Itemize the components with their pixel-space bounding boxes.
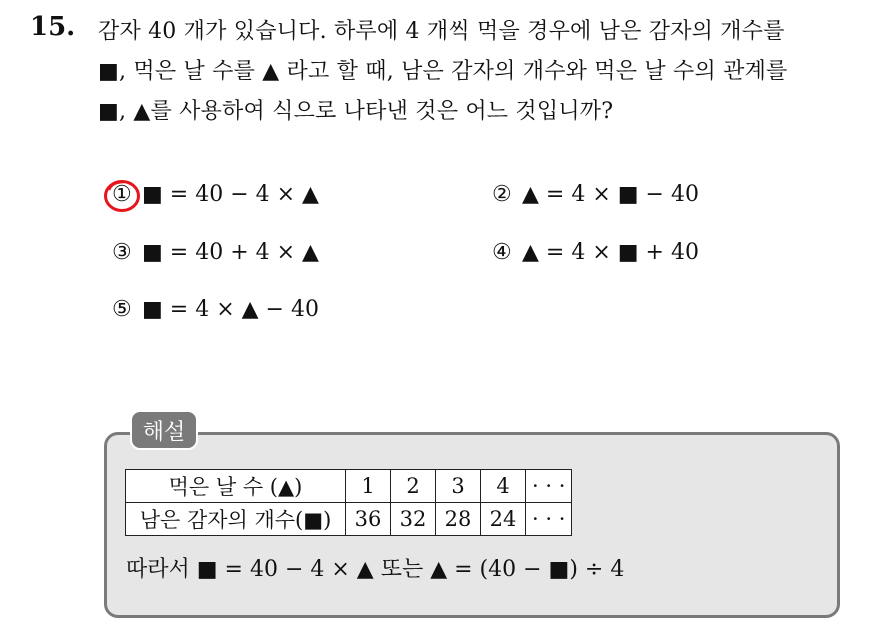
choice-1-expression: ■ = 40 − 4 × ▲ xyxy=(142,182,319,207)
choice-5-expression: ■ = 4 × ▲ − 40 xyxy=(142,297,319,322)
question-line-1: 감자 40 개가 있습니다. 하루에 4 개씩 먹을 경우에 남은 감자의 개수를 xyxy=(98,19,785,44)
table-cell: 36 xyxy=(346,503,391,536)
choice-5[interactable] xyxy=(112,297,319,322)
table-row xyxy=(126,503,572,536)
table-cell-ellipsis: · · · xyxy=(526,503,572,536)
solution-table xyxy=(125,469,572,536)
choice-2[interactable] xyxy=(492,182,699,207)
choice-3-number: ③ xyxy=(112,240,132,265)
table-cell: 28 xyxy=(436,503,481,536)
table-cell: 4 xyxy=(481,470,526,503)
question-number: 15. xyxy=(30,12,76,42)
table-cell: 24 xyxy=(481,503,526,536)
choice-3[interactable] xyxy=(112,240,319,265)
choice-2-expression: ▲ = 4 × ■ − 40 xyxy=(522,182,699,207)
choice-5-number: ⑤ xyxy=(112,297,132,322)
solution-tab: 해설 xyxy=(130,410,198,450)
question-line-2: ■, 먹은 날 수를 ▲ 라고 할 때, 남은 감자의 개수와 먹은 날 수의 관계를 xyxy=(98,59,788,84)
choice-1[interactable] xyxy=(112,182,319,207)
table-row xyxy=(126,470,572,503)
choice-4[interactable] xyxy=(492,240,699,265)
choice-3-expression: ■ = 40 + 4 × ▲ xyxy=(142,240,319,265)
question-line-3: ■, ▲를 사용하여 식으로 나타낸 것은 어느 것입니까? xyxy=(98,99,614,124)
choice-4-number: ④ xyxy=(492,240,512,265)
table-header-days: 먹은 날 수 (▲) xyxy=(126,470,346,503)
table-cell: 3 xyxy=(436,470,481,503)
solution-conclusion: 따라서 ■ = 40 − 4 × ▲ 또는 ▲ = (40 − ■) ÷ 4 xyxy=(126,557,625,582)
table-cell: 32 xyxy=(391,503,436,536)
table-header-remaining: 남은 감자의 개수(■) xyxy=(126,503,346,536)
choice-2-number: ② xyxy=(492,182,512,207)
table-cell: 2 xyxy=(391,470,436,503)
choice-1-number: ① xyxy=(112,182,132,207)
table-cell-ellipsis: · · · xyxy=(526,470,572,503)
table-cell: 1 xyxy=(346,470,391,503)
choice-4-expression: ▲ = 4 × ■ + 40 xyxy=(522,240,699,265)
